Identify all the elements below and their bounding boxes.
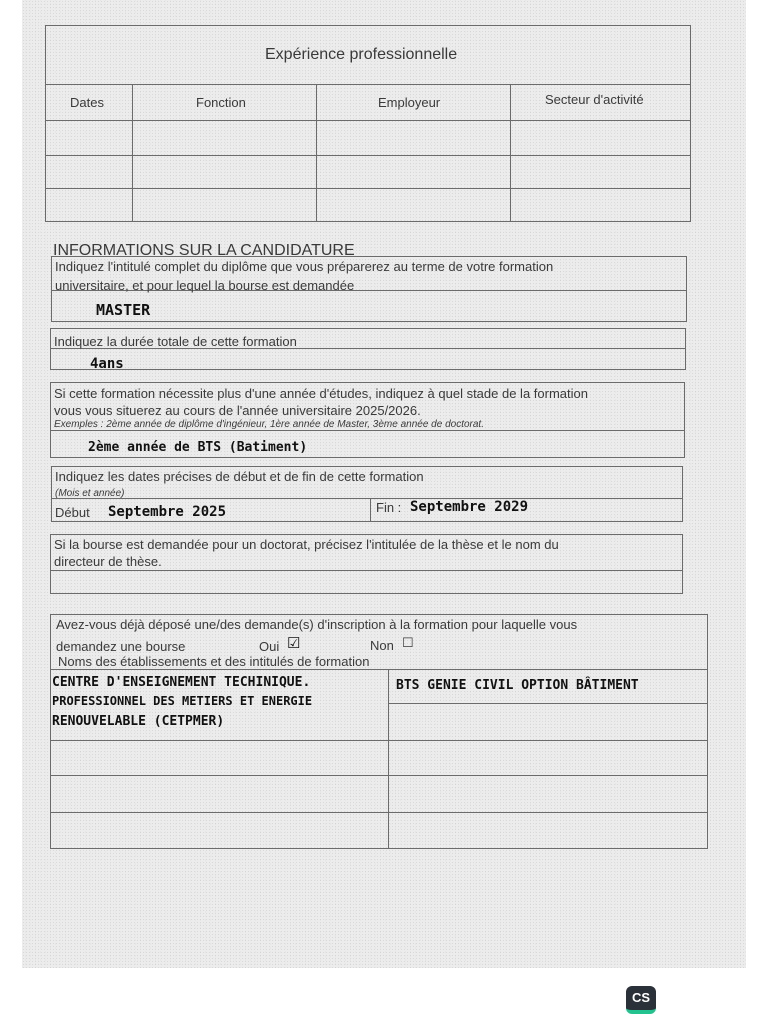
dates-subtitle: (Mois et année) bbox=[55, 488, 125, 499]
diploma-question-2: universitaire, et pour lequel la bourse est demandée bbox=[55, 278, 355, 293]
etablissement-line-2: PROFESSIONNEL DES METIERS ET ENERGIE bbox=[52, 694, 313, 708]
oui-checkbox[interactable]: ☑ bbox=[287, 635, 301, 652]
header-dates: Dates bbox=[70, 95, 104, 110]
header-employeur: Employeur bbox=[378, 95, 441, 110]
camscanner-logo: CS bbox=[626, 986, 656, 1014]
candidature-title: INFORMATIONS SUR LA CANDIDATURE bbox=[53, 242, 355, 259]
stage-example: Exemples : 2ème année de diplôme d'ingénieur, 1ère année de Master, 3ème année de doctorat. bbox=[54, 419, 484, 430]
etablissement-line-1: CENTRE D'ENSEIGNEMENT TECHINIQUE. bbox=[52, 675, 311, 690]
diploma-answer: MASTER bbox=[96, 301, 151, 319]
debut-value: Septembre 2025 bbox=[108, 504, 227, 520]
etablissement-line-3: RENOUVELABLE (CETPMER) bbox=[52, 714, 225, 729]
doctorat-question-2: directeur de thèse. bbox=[54, 554, 162, 569]
duration-answer: 4ans bbox=[90, 356, 124, 372]
inscription-question-1: Avez-vous déjà déposé une/des demande(s) d'inscription à la formation pour laquelle vous bbox=[56, 617, 578, 632]
experience-title: Expérience professionnelle bbox=[265, 46, 458, 63]
fin-label: Fin : bbox=[376, 500, 402, 515]
noms-label: Noms des établissements et des intitulés de formation bbox=[58, 654, 370, 669]
fin-value: Septembre 2029 bbox=[410, 499, 529, 515]
stage-question-2: vous vous situerez au cours de l'année universitaire 2025/2026. bbox=[54, 403, 421, 418]
dates-question: Indiquez les dates précises de début et de fin de cette formation bbox=[55, 469, 424, 484]
formation-value: BTS GENIE CIVIL OPTION BÂTIMENT bbox=[396, 678, 639, 693]
diploma-question-1: Indiquez l'intitulé complet du diplôme que vous préparerez au terme de votre formation bbox=[55, 259, 554, 274]
duration-question: Indiquez la durée totale de cette formation bbox=[54, 334, 297, 349]
stage-answer: 2ème année de BTS (Batiment) bbox=[88, 440, 308, 455]
stage-question-1: Si cette formation nécessite plus d'une année d'études, indiquez à quel stade de la formation bbox=[54, 386, 588, 401]
non-label: Non bbox=[370, 638, 394, 653]
non-checkbox[interactable]: ☐ bbox=[402, 635, 414, 650]
debut-label: Début bbox=[55, 505, 90, 520]
oui-label: Oui bbox=[259, 639, 280, 654]
header-secteur: Secteur d'activité bbox=[545, 92, 644, 107]
inscription-question-2: demandez une bourse bbox=[56, 639, 186, 654]
header-fonction: Fonction bbox=[196, 95, 246, 110]
doctorat-question-1: Si la bourse est demandée pour un doctorat, précisez l'intitulée de la thèse et le nom du bbox=[54, 537, 559, 552]
